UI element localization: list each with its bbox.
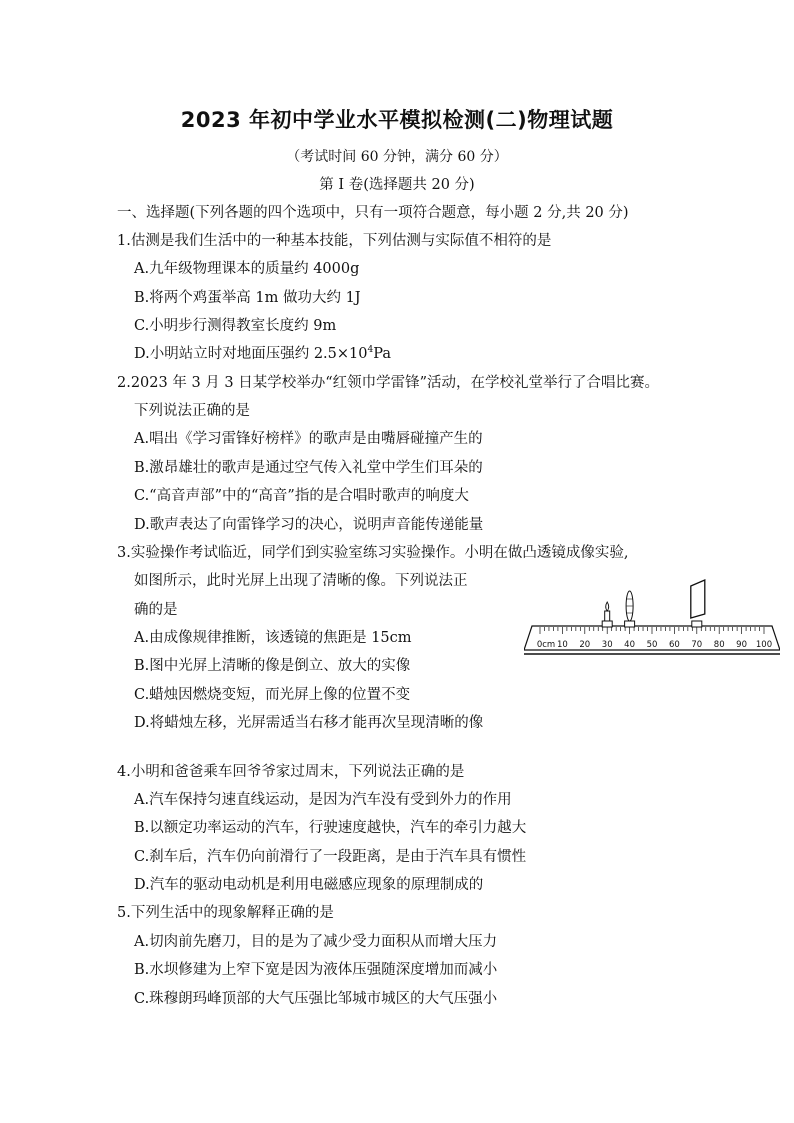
question-4-option-c: C.刹车后，汽车仍向前滑行了一段距离，是由于汽车具有惯性: [134, 849, 527, 865]
question-4-stem: 4.小明和爸爸乘车回爷爷家过周末，下列说法正确的是: [117, 764, 465, 780]
question-1-option-d: [134, 344, 391, 364]
question-3-stem-cont-2: 确的是: [134, 602, 178, 618]
lens-holder: [625, 621, 635, 627]
question-1-stem: 1.估测是我们生活中的一种基本技能，下列估测与实际值不相符的是: [117, 233, 552, 249]
candle-flame: [606, 602, 609, 611]
screen-holder: [692, 621, 702, 627]
question-2-option-d: D.歌声表达了向雷锋学习的决心，说明声音能传递能量: [134, 517, 484, 533]
section-heading: 一、选择题(下列各题的四个选项中，只有一项符合题意，每小题 2 分,共 20 分): [117, 205, 629, 221]
ruler-label: 50: [646, 640, 658, 650]
question-4-option-d: D.汽车的驱动电动机是利用电磁感应现象的原理制成的: [134, 877, 484, 893]
option-d-exponent: 4: [367, 345, 374, 356]
ruler-label: 20: [579, 640, 591, 650]
ruler-label: 100: [755, 640, 773, 650]
ruler-label: 10: [556, 640, 568, 650]
optical-bench-diagram: [524, 574, 780, 658]
volume-heading: 第 I 卷(选择题共 20 分): [319, 177, 475, 193]
question-1-option-c: C.小明步行测得教室长度约 9m: [134, 318, 337, 334]
ruler-label: 60: [668, 640, 680, 650]
question-1-option-b: B.将两个鸡蛋举高 1m 做功大约 1J: [134, 290, 361, 306]
question-5-option-c: C.珠穆朗玛峰顶部的大气压强比邹城市城区的大气压强小: [134, 991, 498, 1007]
question-2-stem: 2.2023 年 3 月 3 日某学校举办“红领巾学雷锋”活动，在学校礼堂举行了合唱比赛。: [117, 375, 660, 391]
candle-holder: [602, 621, 612, 627]
question-4-option-b: B.以额定功率运动的汽车，行驶速度越快，汽车的牵引力越大: [134, 820, 527, 836]
option-d-text: D.小明站立时对地面压强约 2.5×10: [134, 346, 368, 362]
ruler-label: 0cm: [536, 640, 556, 650]
question-3-option-c: C.蜡烛因燃烧变短，而光屏上像的位置不变: [134, 687, 411, 703]
ruler-label: 90: [736, 640, 748, 650]
ruler-label: 80: [713, 640, 725, 650]
convex-lens: [625, 591, 635, 627]
exam-title: 2023 年初中学业水平模拟检测(二)物理试题: [180, 108, 614, 132]
ruler-label: 30: [601, 640, 613, 650]
question-3-option-a: A.由成像规律推断，该透镜的焦距是 15cm: [134, 630, 412, 646]
question-4-option-a: A.汽车保持匀速直线运动，是因为汽车没有受到外力的作用: [134, 792, 512, 808]
optical-bench: [524, 626, 780, 654]
question-2-stem-cont: 下列说法正确的是: [134, 403, 250, 419]
question-3-option-b: B.图中光屏上清晰的像是倒立、放大的实像: [134, 658, 411, 674]
candle: [602, 602, 612, 627]
question-5-option-b: B.水坝修建为上窄下宽是因为液体压强随深度增加而减小: [134, 962, 498, 978]
question-1-option-a: A.九年级物理课本的质量约 4000g: [134, 261, 360, 277]
question-3-stem-cont: 如图所示，此时光屏上出现了清晰的像。下列说法正: [134, 573, 468, 589]
light-screen: [691, 580, 705, 627]
question-3-stem: 3.实验操作考试临近，同学们到实验室练习实验操作。小明在做凸透镜成像实验,: [117, 545, 629, 561]
ruler-label: 40: [624, 640, 636, 650]
screen-board: [691, 580, 705, 618]
candle-body: [605, 611, 610, 621]
question-2-option-b: B.激昂雄壮的歌声是通过空气传入礼堂中学生们耳朵的: [134, 460, 483, 476]
question-5-stem: 5.下列生活中的现象解释正确的是: [117, 905, 334, 921]
question-2-option-a: A.唱出《学习雷锋好榜样》的歌声是由嘴唇碰撞产生的: [134, 431, 483, 447]
exam-subtitle: （考试时间 60 分钟，满分 60 分）: [286, 149, 508, 165]
question-2-option-c: C.“高音声部”中的“高音”指的是合唱时歌声的响度大: [134, 488, 469, 504]
option-d-unit: Pa: [373, 346, 391, 362]
question-3-option-d: D.将蜡烛左移，光屏需适当右移才能再次呈现清晰的像: [134, 715, 484, 731]
question-5-option-a: A.切肉前先磨刀，目的是为了减少受力面积从而增大压力: [134, 934, 498, 950]
ruler-label: 70: [691, 640, 703, 650]
